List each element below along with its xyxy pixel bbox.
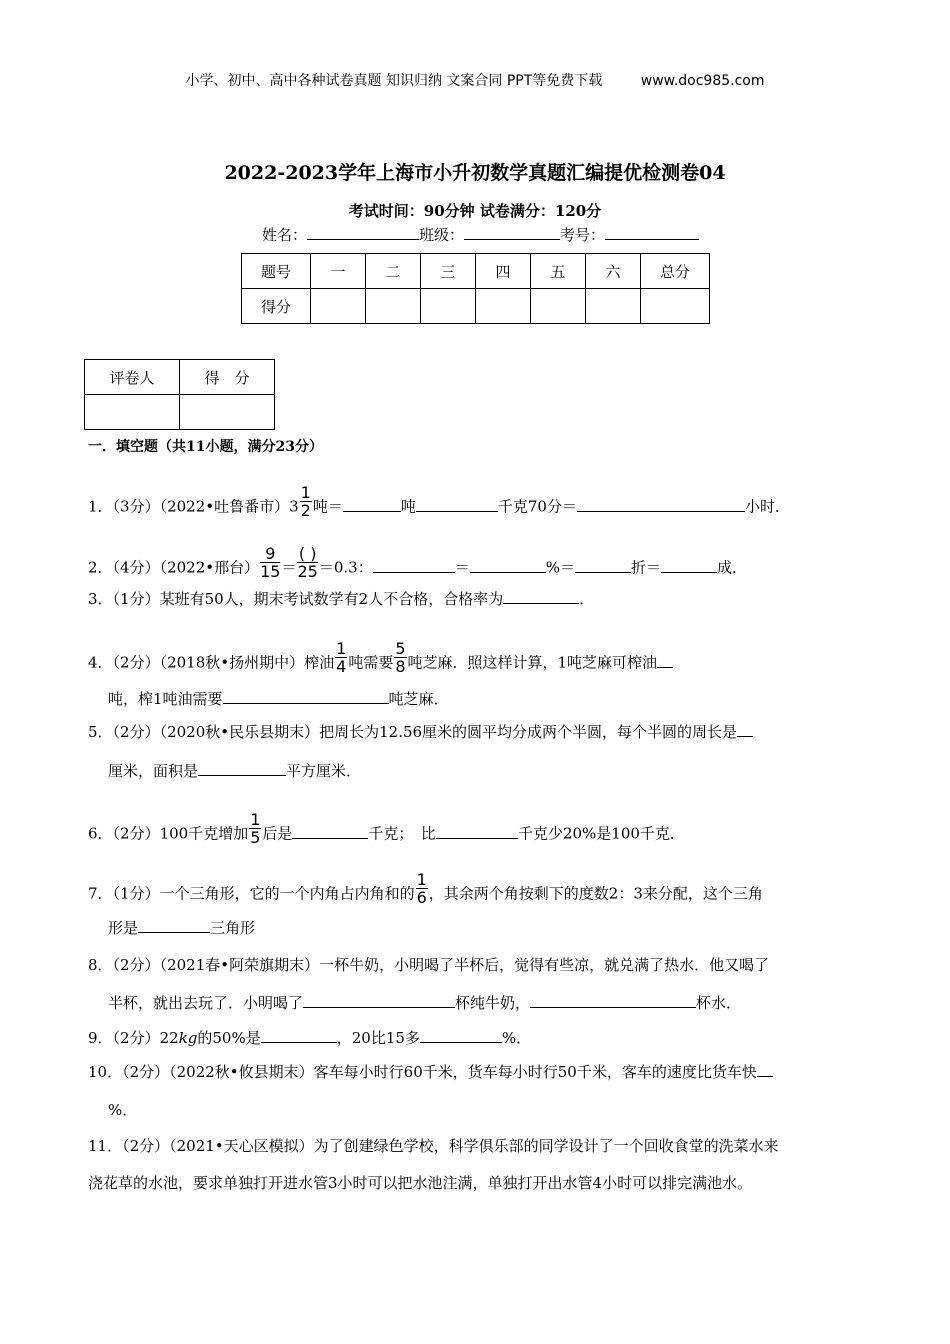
q1-text: 小时． bbox=[744, 497, 790, 516]
answer-blank[interactable] bbox=[420, 1028, 502, 1043]
question-10 bbox=[88, 1062, 864, 1082]
question-10-cont bbox=[88, 1100, 864, 1120]
denominator: 15 bbox=[260, 562, 281, 581]
numerator: 9 bbox=[260, 545, 280, 563]
q3-text: ． bbox=[579, 590, 595, 608]
q8-text: 8．（2分）（2021春•阿荣旗期末）一杯牛奶，小明喝了半杯后，觉得有些凉，就兑满了热水．他又喝了 bbox=[88, 956, 770, 974]
table-row bbox=[85, 395, 275, 430]
fraction bbox=[416, 871, 428, 906]
question-8 bbox=[88, 955, 864, 975]
q8-text: 杯水． bbox=[696, 994, 742, 1012]
score-cell[interactable] bbox=[641, 289, 710, 324]
answer-blank[interactable] bbox=[261, 1028, 337, 1043]
q4-text: 吨芝麻． bbox=[388, 690, 449, 708]
denominator: 2 bbox=[300, 501, 311, 520]
answer-blank[interactable] bbox=[577, 497, 745, 512]
q5-line2 bbox=[88, 761, 864, 781]
question-2 bbox=[88, 544, 864, 586]
answer-blank[interactable] bbox=[292, 824, 368, 839]
score-cell[interactable] bbox=[366, 289, 421, 324]
answer-blank[interactable] bbox=[416, 497, 498, 512]
score-table bbox=[241, 253, 710, 324]
grader-table bbox=[84, 359, 275, 430]
denominator: 4 bbox=[336, 657, 347, 676]
answer-blank[interactable] bbox=[303, 993, 455, 1008]
q9-unit: kg bbox=[178, 1029, 198, 1047]
q7-line2 bbox=[88, 918, 864, 938]
denominator: 6 bbox=[416, 888, 427, 907]
exam-subtitle: 考试时间：90分钟 试卷满分：120分 bbox=[348, 202, 602, 220]
question-7 bbox=[88, 870, 864, 912]
table-row bbox=[85, 360, 275, 395]
q6-text: 6．（2分）100千克增加 bbox=[88, 824, 249, 843]
q4-text: 4．（2分）（2018秋•扬州期中）榨油 bbox=[88, 653, 335, 672]
page-title: 2022-2023学年上海市小升初数学真题汇编提优检测卷04 bbox=[224, 162, 726, 184]
score-cell[interactable] bbox=[421, 289, 476, 324]
fraction bbox=[300, 484, 312, 519]
grade-cell[interactable] bbox=[180, 395, 275, 430]
answer-blank[interactable] bbox=[436, 824, 518, 839]
q4-line2 bbox=[88, 689, 864, 709]
question-11-cont bbox=[88, 1173, 864, 1193]
question-3 bbox=[88, 589, 864, 609]
q5-text: 厘米，面积是 bbox=[108, 762, 199, 780]
q9-text: 的50%是 bbox=[197, 1029, 261, 1047]
table-cell: 四 bbox=[476, 254, 531, 289]
table-cell: 评卷人 bbox=[85, 360, 180, 395]
q2-text: ＝0.3： bbox=[318, 558, 373, 577]
q11-text: 11．（2分）（2021•天心区模拟）为了创建绿色学校，科学俱乐部的同学设计了一个回收食堂的洗菜水来 bbox=[88, 1137, 779, 1155]
class-blank[interactable] bbox=[464, 225, 560, 240]
question-8-cont bbox=[88, 993, 864, 1013]
table-cell: 题号 bbox=[242, 254, 311, 289]
answer-blank[interactable] bbox=[661, 558, 717, 573]
table-cell: 总分 bbox=[641, 254, 710, 289]
fraction bbox=[394, 640, 406, 675]
answer-blank[interactable] bbox=[470, 558, 546, 573]
question-5 bbox=[88, 722, 864, 742]
number-blank[interactable] bbox=[605, 225, 699, 240]
score-cell[interactable] bbox=[586, 289, 641, 324]
section-heading: 一．填空题（共11小题，满分23分） bbox=[88, 439, 323, 455]
number-label: 考号： bbox=[560, 226, 606, 244]
numerator: 1 bbox=[336, 639, 347, 658]
page-header bbox=[0, 70, 950, 90]
q2-text: ＝ bbox=[281, 558, 297, 577]
numerator: 1 bbox=[250, 810, 261, 829]
answer-blank[interactable] bbox=[373, 558, 455, 573]
table-cell: 五 bbox=[531, 254, 586, 289]
denominator: 8 bbox=[395, 657, 406, 676]
class-label: 班级： bbox=[419, 226, 465, 244]
answer-blank[interactable] bbox=[657, 653, 673, 668]
table-cell: 二 bbox=[366, 254, 421, 289]
table-row bbox=[242, 289, 710, 324]
fraction bbox=[260, 545, 280, 580]
numerator: ( ) bbox=[298, 544, 317, 563]
answer-blank[interactable] bbox=[757, 1062, 773, 1077]
answer-blank[interactable] bbox=[138, 918, 210, 933]
answer-blank[interactable] bbox=[737, 722, 753, 737]
table-cell: 三 bbox=[421, 254, 476, 289]
score-cell[interactable] bbox=[476, 289, 531, 324]
reviewer-cell[interactable] bbox=[85, 395, 180, 430]
q1-text: 吨＝ bbox=[312, 497, 343, 516]
q9-text: %． bbox=[501, 1029, 532, 1047]
q2-text: 成． bbox=[717, 558, 748, 577]
question-6 bbox=[88, 810, 864, 852]
fraction bbox=[335, 640, 347, 675]
q4-text: 吨需要 bbox=[348, 653, 394, 672]
fraction bbox=[297, 545, 317, 580]
numerator: 1 bbox=[300, 483, 311, 502]
header-site[interactable]: www.doc985.com bbox=[640, 73, 765, 89]
q1-text: 1．（3分）（2022•吐鲁番市）3 bbox=[88, 497, 299, 516]
question-4-cont bbox=[88, 689, 864, 709]
numerator: 5 bbox=[395, 639, 406, 658]
q9-text: 9．（2分）22 bbox=[88, 1029, 179, 1047]
question-1 bbox=[88, 483, 864, 525]
answer-blank[interactable] bbox=[503, 589, 579, 604]
student-info bbox=[262, 224, 699, 245]
table-row bbox=[242, 254, 710, 289]
q4-text: 吨芝麻．照这样计算，1吨芝麻可榨油 bbox=[407, 653, 658, 672]
q6-text: 千克少20%是100千克． bbox=[517, 824, 685, 843]
q7-text: 三角形 bbox=[210, 919, 256, 937]
denominator: 5 bbox=[250, 828, 261, 847]
q4-text: 吨，榨1吨油需要 bbox=[108, 690, 223, 708]
q1-text: 吨 bbox=[400, 497, 416, 516]
answer-blank[interactable] bbox=[530, 993, 696, 1008]
q2-text: %＝ bbox=[545, 558, 575, 577]
answer-blank[interactable] bbox=[198, 761, 286, 776]
table-cell: 六 bbox=[586, 254, 641, 289]
q10-line2 bbox=[88, 1100, 864, 1120]
q10-text: 10．（2分）（2022秋•攸县期末）客车每小时行60千米，货车每小时行50千米，客车的速度比货车快 bbox=[88, 1063, 757, 1081]
q7-text: ，其余两个角按剩下的度数2：3来分配，这个三角 bbox=[428, 884, 763, 903]
q8-line2 bbox=[88, 993, 864, 1013]
q2-text: 折＝ bbox=[630, 558, 661, 577]
question-9 bbox=[88, 1028, 864, 1048]
q5-text: 5．（2分）（2020秋•民乐县期末）把周长为12.56厘米的圆平均分成两个半圆，每个半圆的周长是 bbox=[88, 723, 738, 741]
score-cell[interactable] bbox=[311, 289, 366, 324]
answer-blank[interactable] bbox=[223, 689, 389, 704]
question-4 bbox=[88, 639, 864, 681]
table-cell: 得 分 bbox=[180, 360, 275, 395]
q6-text: 后是 bbox=[262, 824, 293, 843]
q7-text: 形是 bbox=[108, 919, 139, 937]
answer-blank[interactable] bbox=[343, 497, 401, 512]
answer-blank[interactable] bbox=[575, 558, 631, 573]
q5-text: 平方厘米． bbox=[286, 762, 362, 780]
fraction bbox=[249, 811, 261, 846]
q2-text: 2．（4分）（2022•邢台） bbox=[88, 558, 260, 577]
q8-text: 杯纯牛奶， bbox=[455, 994, 531, 1012]
question-11 bbox=[88, 1136, 864, 1156]
question-7-cont bbox=[88, 918, 864, 938]
q2-text: ＝ bbox=[454, 558, 470, 577]
q1-text: 千克70分＝ bbox=[497, 497, 577, 516]
q9-text: ，20比15多 bbox=[336, 1029, 420, 1047]
name-label: 姓名： bbox=[262, 226, 308, 244]
q3-text: 3．（1分）某班有50人，期末考试数学有2人不合格，合格率为 bbox=[88, 590, 504, 608]
q8-text: 半杯，就出去玩了．小明喝了 bbox=[108, 994, 304, 1012]
score-cell[interactable] bbox=[531, 289, 586, 324]
q10-text: %． bbox=[108, 1101, 138, 1119]
question-5-cont bbox=[88, 761, 864, 781]
numerator: 1 bbox=[416, 870, 427, 889]
table-cell: 得分 bbox=[242, 289, 311, 324]
denominator: 25 bbox=[297, 562, 318, 581]
table-cell: 一 bbox=[311, 254, 366, 289]
header-text: 小学、初中、高中各种试卷真题 知识归纳 文案合同 PPT等免费下载 bbox=[185, 73, 603, 89]
q7-text: 7．（1分）一个三角形，它的一个内角占内角和的 bbox=[88, 884, 415, 903]
q6-text: 千克； 比 bbox=[368, 824, 436, 843]
name-blank[interactable] bbox=[307, 225, 419, 240]
q11-text: 浇花草的水池，要求单独打开进水管3小时可以把水池注满，单独打开出水管4小时可以排完满池水。 bbox=[88, 1174, 753, 1192]
